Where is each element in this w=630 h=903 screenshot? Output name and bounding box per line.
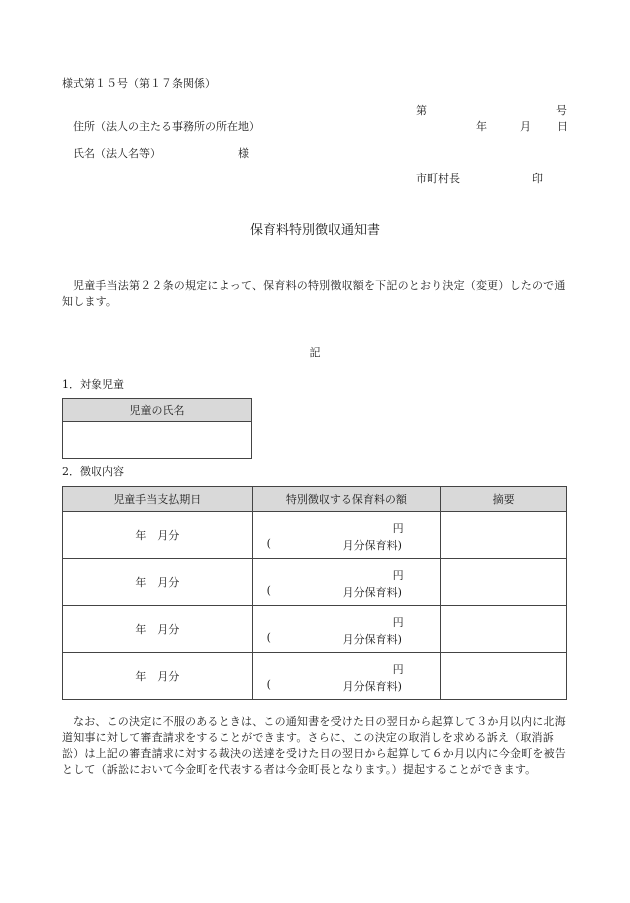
date-day: 日: [557, 120, 568, 133]
document-number-prefix: 第: [416, 104, 427, 117]
section1-heading: 1．対象児童: [62, 378, 124, 391]
remarks-cell: [441, 512, 567, 559]
honorific: 様: [238, 147, 249, 160]
document-title: 保育料特別徴収通知書: [249, 223, 380, 238]
ki-heading: 記: [309, 346, 321, 359]
mayor-label: 市町村長: [416, 172, 460, 185]
target-child-table: [62, 398, 252, 459]
document-number-suffix: 号: [556, 104, 567, 117]
table-row: [63, 559, 567, 606]
month-fee-label: 月分保育料): [342, 680, 402, 693]
yen-label: 円: [392, 616, 404, 629]
form-number: 様式第１５号（第１７条関係）: [62, 77, 216, 90]
payment-month-cell: 年 月分: [63, 653, 253, 700]
month-fee-label: 月分保育料): [342, 633, 402, 646]
amount-cell: [252, 606, 441, 653]
date-month: 月: [520, 120, 531, 133]
date-year: 年: [476, 120, 487, 133]
name-label: 氏名（法人名等）: [73, 147, 161, 160]
table-row: [63, 606, 567, 653]
open-paren: (: [266, 631, 271, 644]
table-row: [63, 653, 567, 700]
open-paren: (: [266, 678, 271, 691]
address-label: 住所（法人の主たる事務所の所在地）: [73, 120, 260, 133]
payment-month-cell: 年 月分: [63, 512, 253, 559]
child-name-cell: [63, 422, 252, 459]
open-paren: (: [266, 537, 271, 550]
header-payment-date: 児童手当支払期日: [63, 487, 253, 512]
child-name-header: 児童の氏名: [63, 399, 252, 422]
header-collection-amount: 特別徴収する保育料の額: [252, 487, 441, 512]
month-fee-label: 月分保育料): [342, 539, 402, 552]
section2-heading: 2．徴収内容: [62, 465, 124, 478]
appeal-notice-paragraph: なお、この決定に不服のあるときは、この通知書を受けた日の翌日から起算して３か月以内に北海道知事に対して審査請求をすることができます。さらに、この決定の取消しを求める訴え（取消訴訟）は上記の審査請求に対する裁決の送達を受けた日の翌日から起算して６か月以内に今金町を被告として（訴訟において今金町を代表する者は今金町長となります。）提起することができます。: [62, 715, 566, 776]
remarks-cell: [441, 606, 567, 653]
month-fee-label: 月分保育料): [342, 586, 402, 599]
remarks-cell: [441, 559, 567, 606]
yen-label: 円: [392, 663, 404, 676]
payment-month-cell: 年 月分: [63, 559, 253, 606]
table-row: [63, 512, 567, 559]
yen-label: 円: [392, 522, 404, 535]
payment-month-cell: 年 月分: [63, 606, 253, 653]
remarks-cell: [441, 653, 567, 700]
header-remarks: 摘要: [441, 487, 567, 512]
intro-paragraph: 児童手当法第２２条の規定によって、保育料の特別徴収額を下記のとおり決定（変更）したので通知します。: [62, 279, 566, 308]
amount-cell: [252, 653, 441, 700]
amount-cell: [252, 559, 441, 606]
open-paren: (: [266, 584, 271, 597]
collection-table: [62, 486, 567, 700]
seal-mark: 印: [532, 172, 543, 185]
yen-label: 円: [392, 569, 404, 582]
amount-cell: [252, 512, 441, 559]
